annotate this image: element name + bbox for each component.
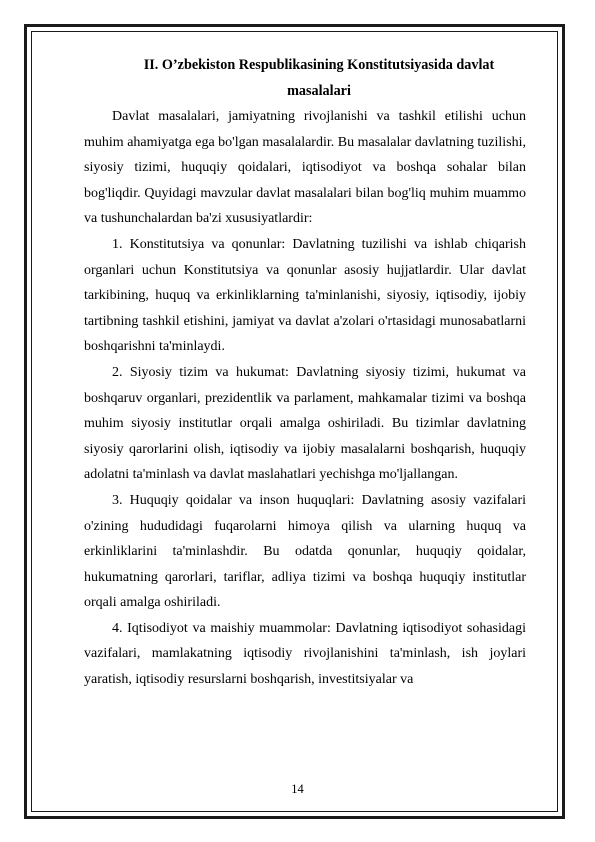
paragraph-constitution-laws: 1. Konstitutsiya va qonunlar: Davlatning tuzilishi va ishlab chiqarish organlari uchun Konstitutsiya va qonunlar asosiy hujjatlardir. Ular davlat tarkibining, huquq va erkinliklarning ta'minlanishi, siyosiy, iqtisodiy, ijobiy tartibning tashkil etishini, jamiyat va davlat a'zolari o'rtasidagi munosabatlarni boshqarishni ta'minlaydi. (84, 236, 526, 355)
paragraph-legal-rules: 3. Huquqiy qoidalar va inson huquqlari: Davlatning asosiy vazifalari o'zining hududidagi fuqarolarni himoya qilish va ularning huquq va erkinliklarini ta'minlashdir. Bu odatda qonunlar, huquqiy qoidalar, hukumatning qarorlari, tariflar, adliya tizimi va boshqa huquqiy institutlar orqali amalga oshiriladi. (84, 492, 526, 611)
section-title: II. O’zbekiston Respublikasining Konstitutsiyasida davlat masalalari (143, 57, 495, 99)
page-content (84, 52, 526, 693)
paragraph-intro: Davlat masalalari, jamiyatning rivojlanishi va tashkil etilishi uchun muhim ahamiyatga ega bo'lgan masalalardir. Bu masalalar davlatning tuzilishi, siyosiy tizimi, huquqiy qoidalari, iqtisodiyot va boshqa sohalar bilan bog'liqdir. Quyidagi mavzular davlat masalalari bilan bog'liq muhim muammo va tushunchalardan ba'zi xususiyatlardir: (84, 109, 526, 227)
paragraph-political-system: 2. Siyosiy tizim va hukumat: Davlatning siyosiy tizimi, hukumat va boshqaruv organlari, prezidentlik va parlament, mahkamalar tizimi va boshqa muhim siyosiy institutlar orqali amalga oshiriladi. Bu tizimlar davlatning siyosiy qarorlarini olish, iqtisodiy va ijobiy masalalarni boshqarish, huquqiy adolatni ta'minlash va davlat maslahatlari yechishga mo'ljallangan. (84, 364, 526, 483)
page-number: 14 (291, 782, 304, 796)
paragraph-economy: 4. Iqtisodiyot va maishiy muammolar: Davlatning iqtisodiyot sohasidagi vazifalari, mamlakatning iqtisodiy rivojlanishini ta'minlash, ish joylari yaratish, iqtisodiy resurslarni boshqarish, investitsiyalar va (84, 620, 526, 688)
